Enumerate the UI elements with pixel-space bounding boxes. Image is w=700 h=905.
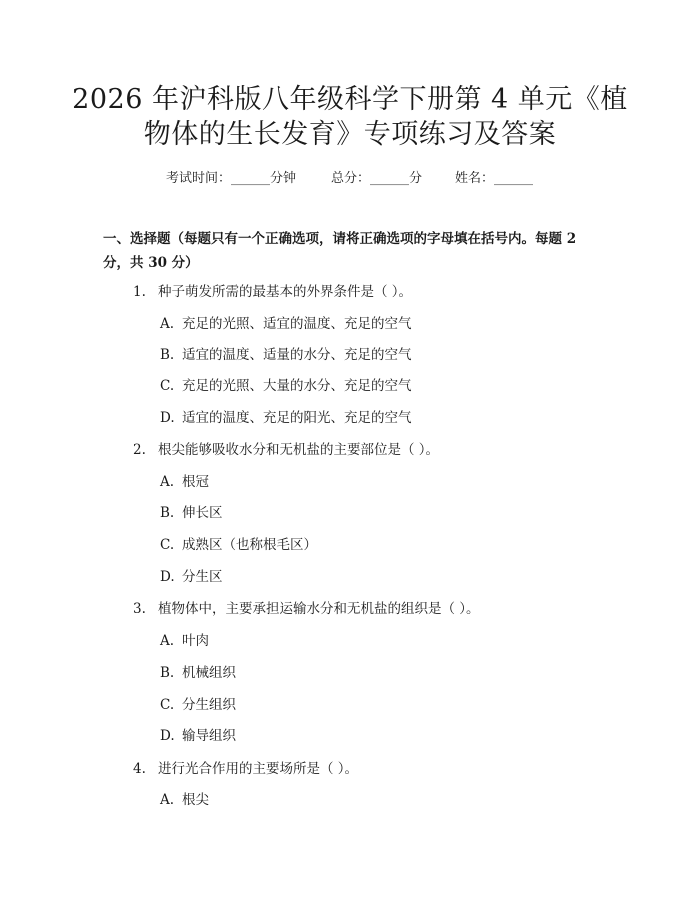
option-item <box>160 791 209 809</box>
option-text: 分生区 <box>182 569 223 585</box>
option-letter: C. <box>160 378 175 394</box>
option-text: 机械组织 <box>182 665 236 681</box>
option-item <box>160 346 412 364</box>
option-text: 根尖 <box>182 792 209 808</box>
option-item <box>160 315 412 333</box>
option-item <box>160 696 236 714</box>
option-letter: B. <box>160 347 175 363</box>
option-text: 成熟区（也称根毛区） <box>182 537 317 553</box>
option-letter: B. <box>160 665 175 681</box>
option-text: 充足的光照、适宜的温度、充足的空气 <box>182 316 412 332</box>
question-text: 种子萌发所需的最基本的外界条件是（ ）。 <box>158 284 413 300</box>
question-item <box>133 283 412 301</box>
option-letter: D. <box>160 410 175 426</box>
question-number: 3. <box>133 601 146 617</box>
option-letter: C. <box>160 697 175 713</box>
section-heading-choice: 一、选择题（每题只有一个正确选项，请将正确选项的字母填在括号内。每题 2 分，共 30 分） <box>103 231 577 271</box>
option-letter: C. <box>160 537 175 553</box>
option-letter: B. <box>160 505 175 521</box>
option-text: 适宜的温度、适量的水分、充足的空气 <box>182 347 412 363</box>
document-title-line-2: 物体的生长发育》专项练习及答案 <box>143 119 557 150</box>
document-title-line-1: 2026 年沪科版八年级科学下册第 4 单元《植 <box>72 84 628 115</box>
question-text: 根尖能够吸收水分和无机盐的主要部位是（ ）。 <box>158 442 440 458</box>
option-letter: A. <box>160 633 175 649</box>
option-text: 充足的光照、大量的水分、充足的空气 <box>182 378 412 394</box>
option-item <box>160 727 236 745</box>
option-text: 伸长区 <box>182 505 223 521</box>
question-text: 进行光合作用的主要场所是（ ）。 <box>158 761 359 777</box>
option-item <box>160 664 236 682</box>
question-item <box>133 441 439 459</box>
exam-time: 考试时间：______分钟 <box>166 171 297 186</box>
option-letter: A. <box>160 474 175 490</box>
option-item <box>160 409 412 427</box>
option-item <box>160 568 223 586</box>
option-text: 适宜的温度、充足的阳光、充足的空气 <box>182 410 412 426</box>
option-item <box>160 377 412 395</box>
student-name: 姓名：______ <box>455 171 534 186</box>
question-number: 2. <box>133 442 146 458</box>
option-letter: D. <box>160 728 175 744</box>
option-text: 输导组织 <box>182 728 236 744</box>
option-text: 根冠 <box>182 474 209 490</box>
option-text: 分生组织 <box>182 697 236 713</box>
question-item <box>133 600 480 618</box>
option-item <box>160 536 317 554</box>
option-text: 叶肉 <box>182 633 209 649</box>
option-item <box>160 473 209 491</box>
question-text: 植物体中，主要承担运输水分和无机盐的组织是（ ）。 <box>158 601 480 617</box>
question-number: 4. <box>133 761 146 777</box>
option-item <box>160 632 209 650</box>
option-item <box>160 504 223 522</box>
option-letter: A. <box>160 792 175 808</box>
exam-total-score: 总分：______分 <box>331 171 423 186</box>
option-letter: D. <box>160 569 175 585</box>
option-letter: A. <box>160 316 175 332</box>
question-item <box>133 760 358 778</box>
question-number: 1. <box>133 284 146 300</box>
